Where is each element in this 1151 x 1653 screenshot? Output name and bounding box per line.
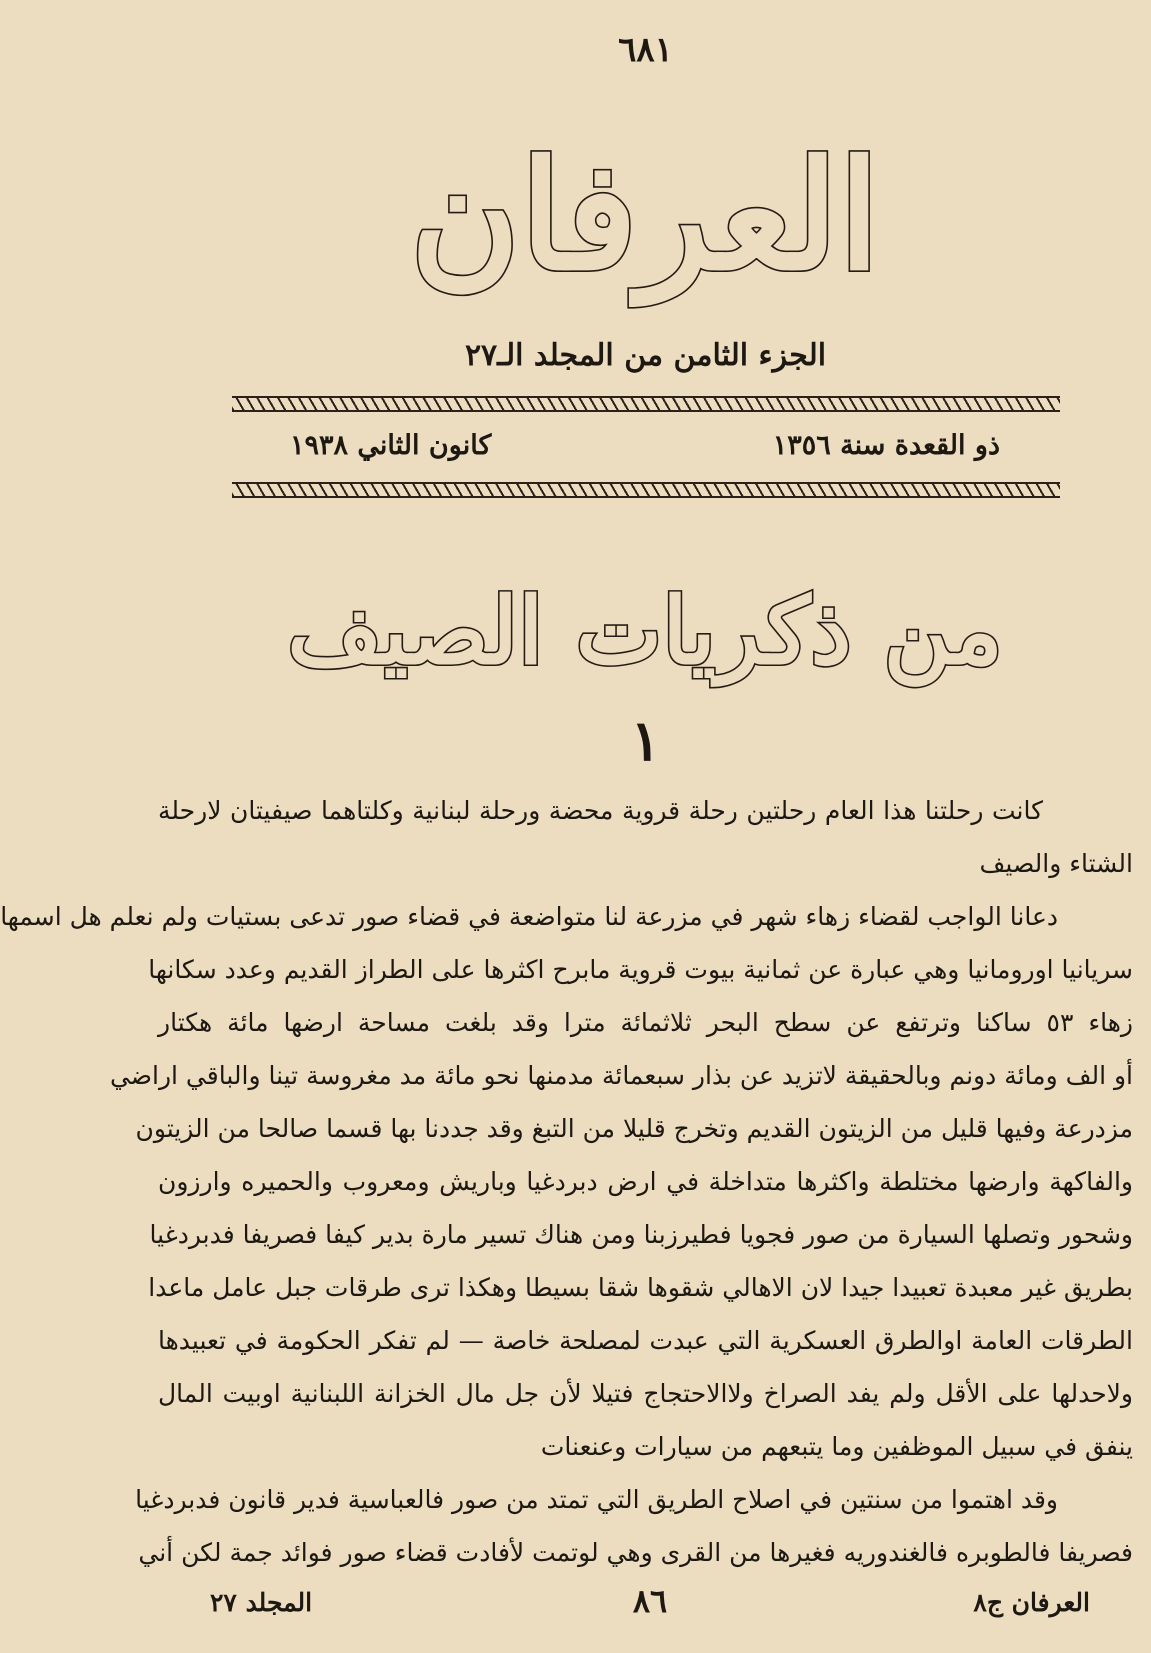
top-page-number: ٦٨١ <box>618 30 673 70</box>
masthead <box>345 108 945 318</box>
footer-journal-issue: العرفان ج٨ <box>973 1588 1090 1617</box>
footer-volume: المجلد ٢٧ <box>210 1588 313 1617</box>
body-line: فصريفا فالطوبره فالغندوريه فغيرها من القرى وهي لوتمت لأفادت قضاء صور فوائد جمة لكن أني <box>138 1538 1133 1567</box>
body-line: سريانيا اورومانيا وهي عبارة عن ثمانية بيوت قروية مابرح اكثرها على الطراز القديم وعدد سكانها <box>148 955 1133 984</box>
masthead-title: العرفان <box>409 128 881 304</box>
hijri-date: ذو القعدة سنة ١٣٥٦ <box>772 430 1000 461</box>
article-title-calligraphy <box>287 558 1003 698</box>
page-footer <box>210 1582 1090 1628</box>
article-title <box>287 558 1003 698</box>
body-line: الشتاء والصيف <box>979 849 1133 878</box>
body-line: أو الف ومائة دونم وبالحقيقة لاتزيد عن بذار سبعمائة مدمنها نحو مائة مد مغروسة تينا والباقي اراضي <box>109 1061 1133 1090</box>
body-line: ينفق في سبيل الموظفين وما يتبعهم من سيارات وعنعنات <box>540 1432 1133 1461</box>
body-line: دعانا الواجب لقضاء زهاء شهر في مزرعة لنا متواضعة في قضاء صور تدعى بستيات ولم نعلم هل اسمها <box>0 902 1058 931</box>
body-line: مزدرعة وفيها قليل من الزيتون القديم وتخرج قليلا من التبغ وقد جددنا بها قسما صالحا من الزيتون <box>135 1114 1133 1143</box>
body-line: وقد اهتموا من سنتين في اصلاح الطريق التي تمتد من صور فالعباسية فدير قانون فدبردغيا <box>135 1485 1058 1514</box>
masthead-calligraphy <box>345 108 945 318</box>
section-number: ١ <box>630 708 661 774</box>
article-title-text: من ذكريات الصيف <box>287 577 1003 685</box>
gregorian-date: كانون الثاني ١٩٣٨ <box>290 430 492 461</box>
body-line: زهاء ٥٣ ساكنا وترتفع عن سطح البحر ثلاثمائة مترا وقد بلغت مساحة ارضها مائة هكتار <box>158 1008 1133 1037</box>
body-line: والفاكهة وارضها مختلطة واكثرها متداخلة في ارض دبردغيا وباريش ومعروب والحميره وارزون <box>158 1167 1133 1196</box>
body-line: بطريق غير معبدة تعبيدا جيدا لان الاهالي شقوها شقا بسيطا وهكذا ترى طرقات جبل عامل ماعدا <box>148 1273 1133 1302</box>
body-line: كانت رحلتنا هذا العام رحلتين رحلة قروية محضة ورحلة لبنانية وكلتاهما صيفيتان لارحلة <box>158 796 1043 825</box>
hatched-divider-bottom <box>232 482 1060 498</box>
date-row <box>290 430 1000 474</box>
body-line: وشحور وتصلها السيارة من صور فجويا فطيرزبنا ومن هناك تسير مارة بدير كيفا فصريفا فدبردغيا <box>149 1220 1133 1249</box>
footer-page-number: ٨٦ <box>632 1582 668 1620</box>
body-line: الطرقات العامة اوالطرق العسكرية التي عبدت لمصلحة خاصة — لم تفكر الحكومة في تعبيدها <box>158 1326 1133 1355</box>
hatched-divider-top <box>232 396 1060 412</box>
body-line: ولاحدلها على الأقل ولم يفد الصراخ ولاالاحتجاج فتيلا لأن جل مال الخزانة اللبنانية اوبيت المال <box>158 1379 1133 1408</box>
article-body <box>0 784 1133 1579</box>
issue-line: الجزء الثامن من المجلد الـ٢٧ <box>464 338 827 373</box>
